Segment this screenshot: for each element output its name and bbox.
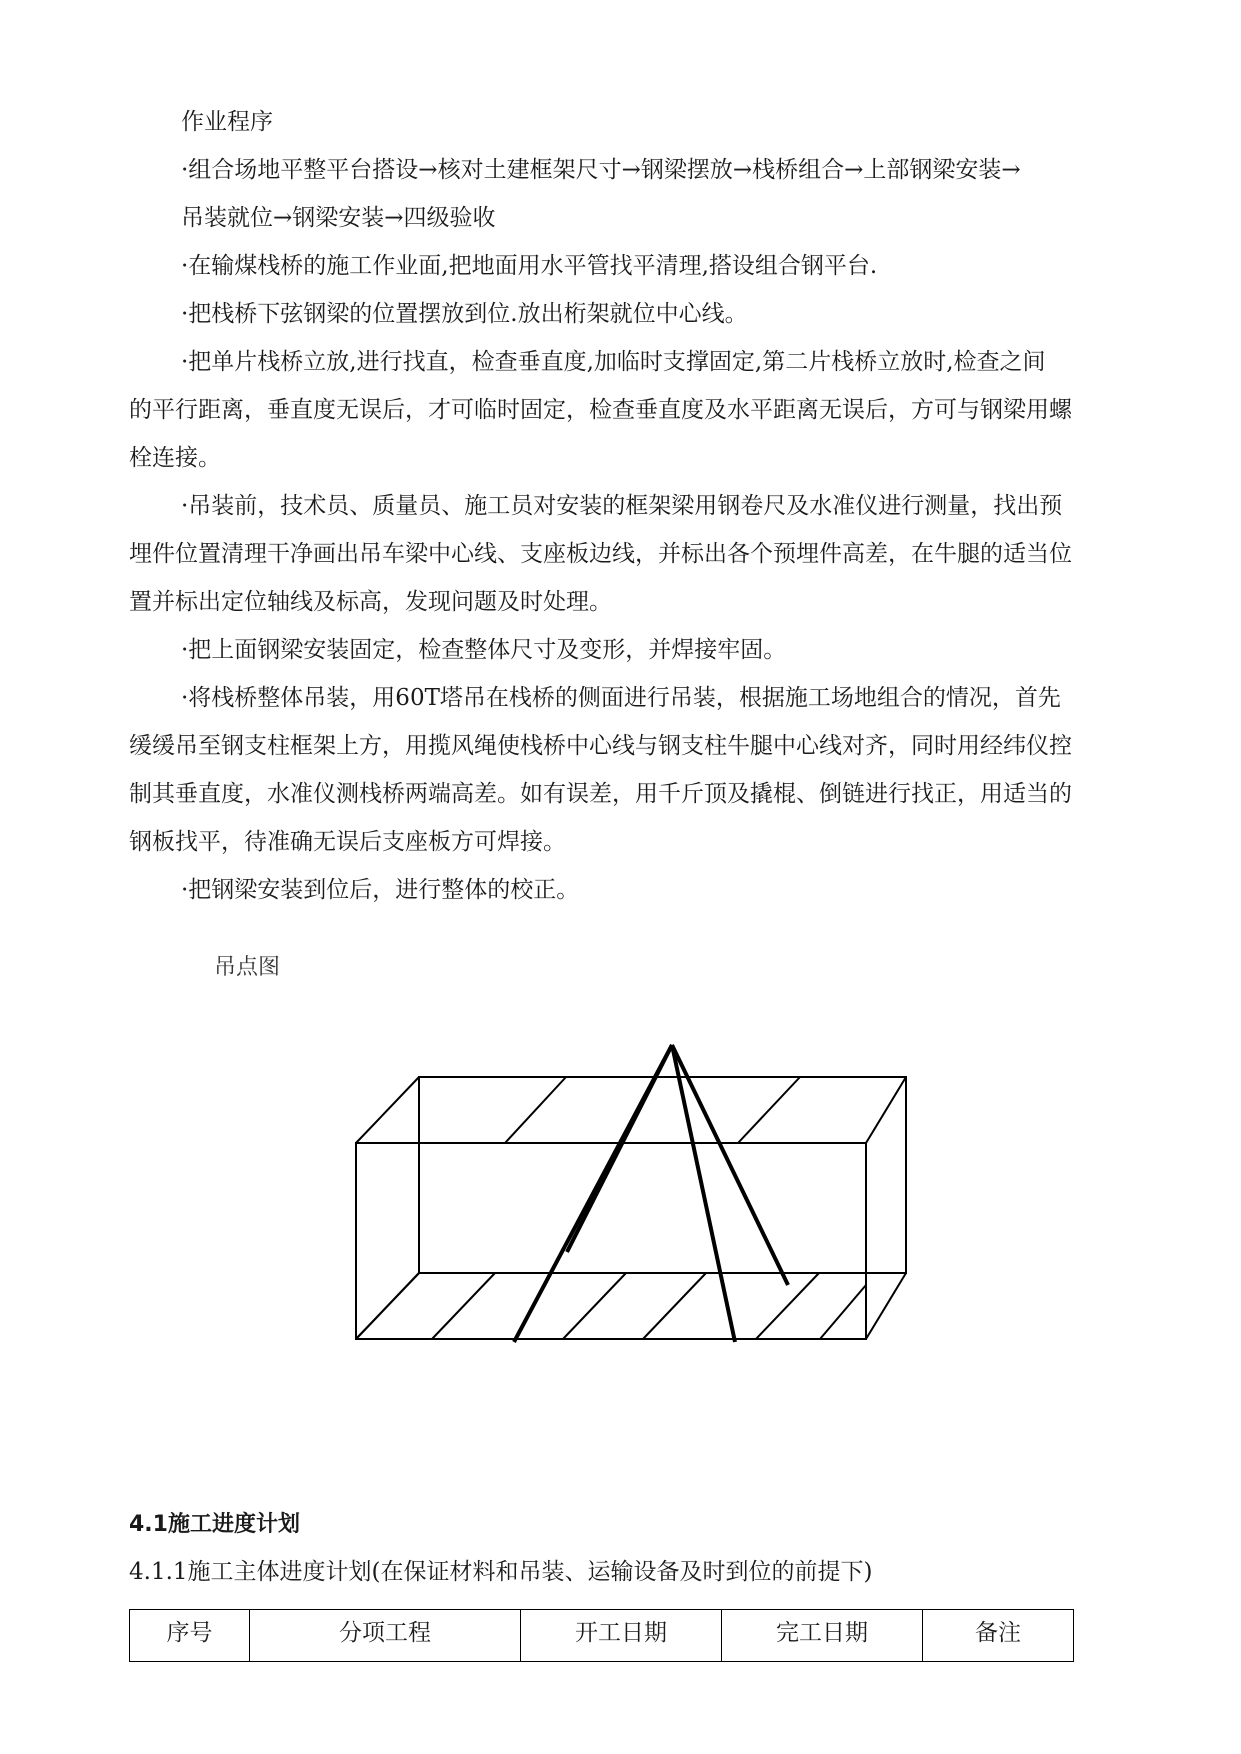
- figure-caption: 吊点图: [214, 955, 281, 980]
- section-title: 4.1施工进度计划: [129, 1512, 300, 1537]
- header-cell-start: 开工日期: [521, 1610, 722, 1662]
- header-cell-index: 序号: [130, 1610, 250, 1662]
- body-line: ·在输煤栈桥的施工作业面,把地面用水平管找平清理,搭设组合钢平台.: [181, 253, 878, 279]
- body-line: 埋件位置清理干净画出吊车梁中心线、支座板边线，并标出各个预埋件高差，在牛腿的适当位: [129, 541, 1072, 567]
- header-cell-note: 备注: [923, 1610, 1074, 1662]
- header-cell-work: 分项工程: [250, 1610, 521, 1662]
- body-line: 栓连接。: [129, 445, 221, 471]
- subsection-title: 4.1.1施工主体进度计划(在保证材料和吊装、运输设备及时到位的前提下): [129, 1559, 873, 1585]
- body-line: 钢板找平，待准确无误后支座板方可焊接。: [129, 829, 566, 855]
- body-line: 制其垂直度，水准仪测栈桥两端高差。如有误差，用千斤顶及撬棍、倒链进行找正，用适当的: [129, 781, 1072, 807]
- body-line: 吊装就位→钢梁安装→四级验收: [181, 205, 496, 231]
- body-line: 缓缓吊至钢支柱框架上方，用揽风绳使栈桥中心线与钢支柱牛腿中心线对齐，同时用经纬仪控: [129, 733, 1072, 759]
- body-line: ·组合场地平整平台搭设→核对土建框架尺寸→钢梁摆放→栈桥组合→上部钢梁安装→: [181, 157, 1021, 183]
- table-header-row: [130, 1610, 1074, 1662]
- body-line: ·把钢梁安装到位后，进行整体的校正。: [181, 877, 580, 903]
- body-line: 的平行距离，垂直度无误后，才可临时固定，检查垂直度及水平距离无误后，方可与钢梁用螺: [129, 397, 1072, 423]
- header-cell-end: 完工日期: [722, 1610, 923, 1662]
- truss-box: [356, 1077, 906, 1339]
- schedule-table: [129, 1609, 1074, 1662]
- body-line: ·把上面钢梁安装固定，检查整体尺寸及变形，并焊接牢固。: [181, 637, 787, 663]
- body-line: 置并标出定位轴线及标高，发现问题及时处理。: [129, 589, 612, 615]
- procedure-heading: 作业程序: [181, 109, 273, 135]
- body-line: ·把栈桥下弦钢梁的位置摆放到位.放出桁架就位中心线。: [181, 301, 748, 327]
- body-line: ·把单片栈桥立放,进行找直，检查垂直度,加临时支撑固定,第二片栈桥立放时,检查之间: [181, 349, 1046, 375]
- front-diagonals: [356, 1273, 866, 1339]
- body-line: ·将栈桥整体吊装，用60T塔吊在栈桥的侧面进行吊装，根据施工场地组合的情况，首先: [181, 685, 1061, 711]
- body-line: ·吊装前，技术员、质量员、施工员对安装的框架梁用钢卷尺及水准仪进行测量，找出预: [181, 493, 1063, 519]
